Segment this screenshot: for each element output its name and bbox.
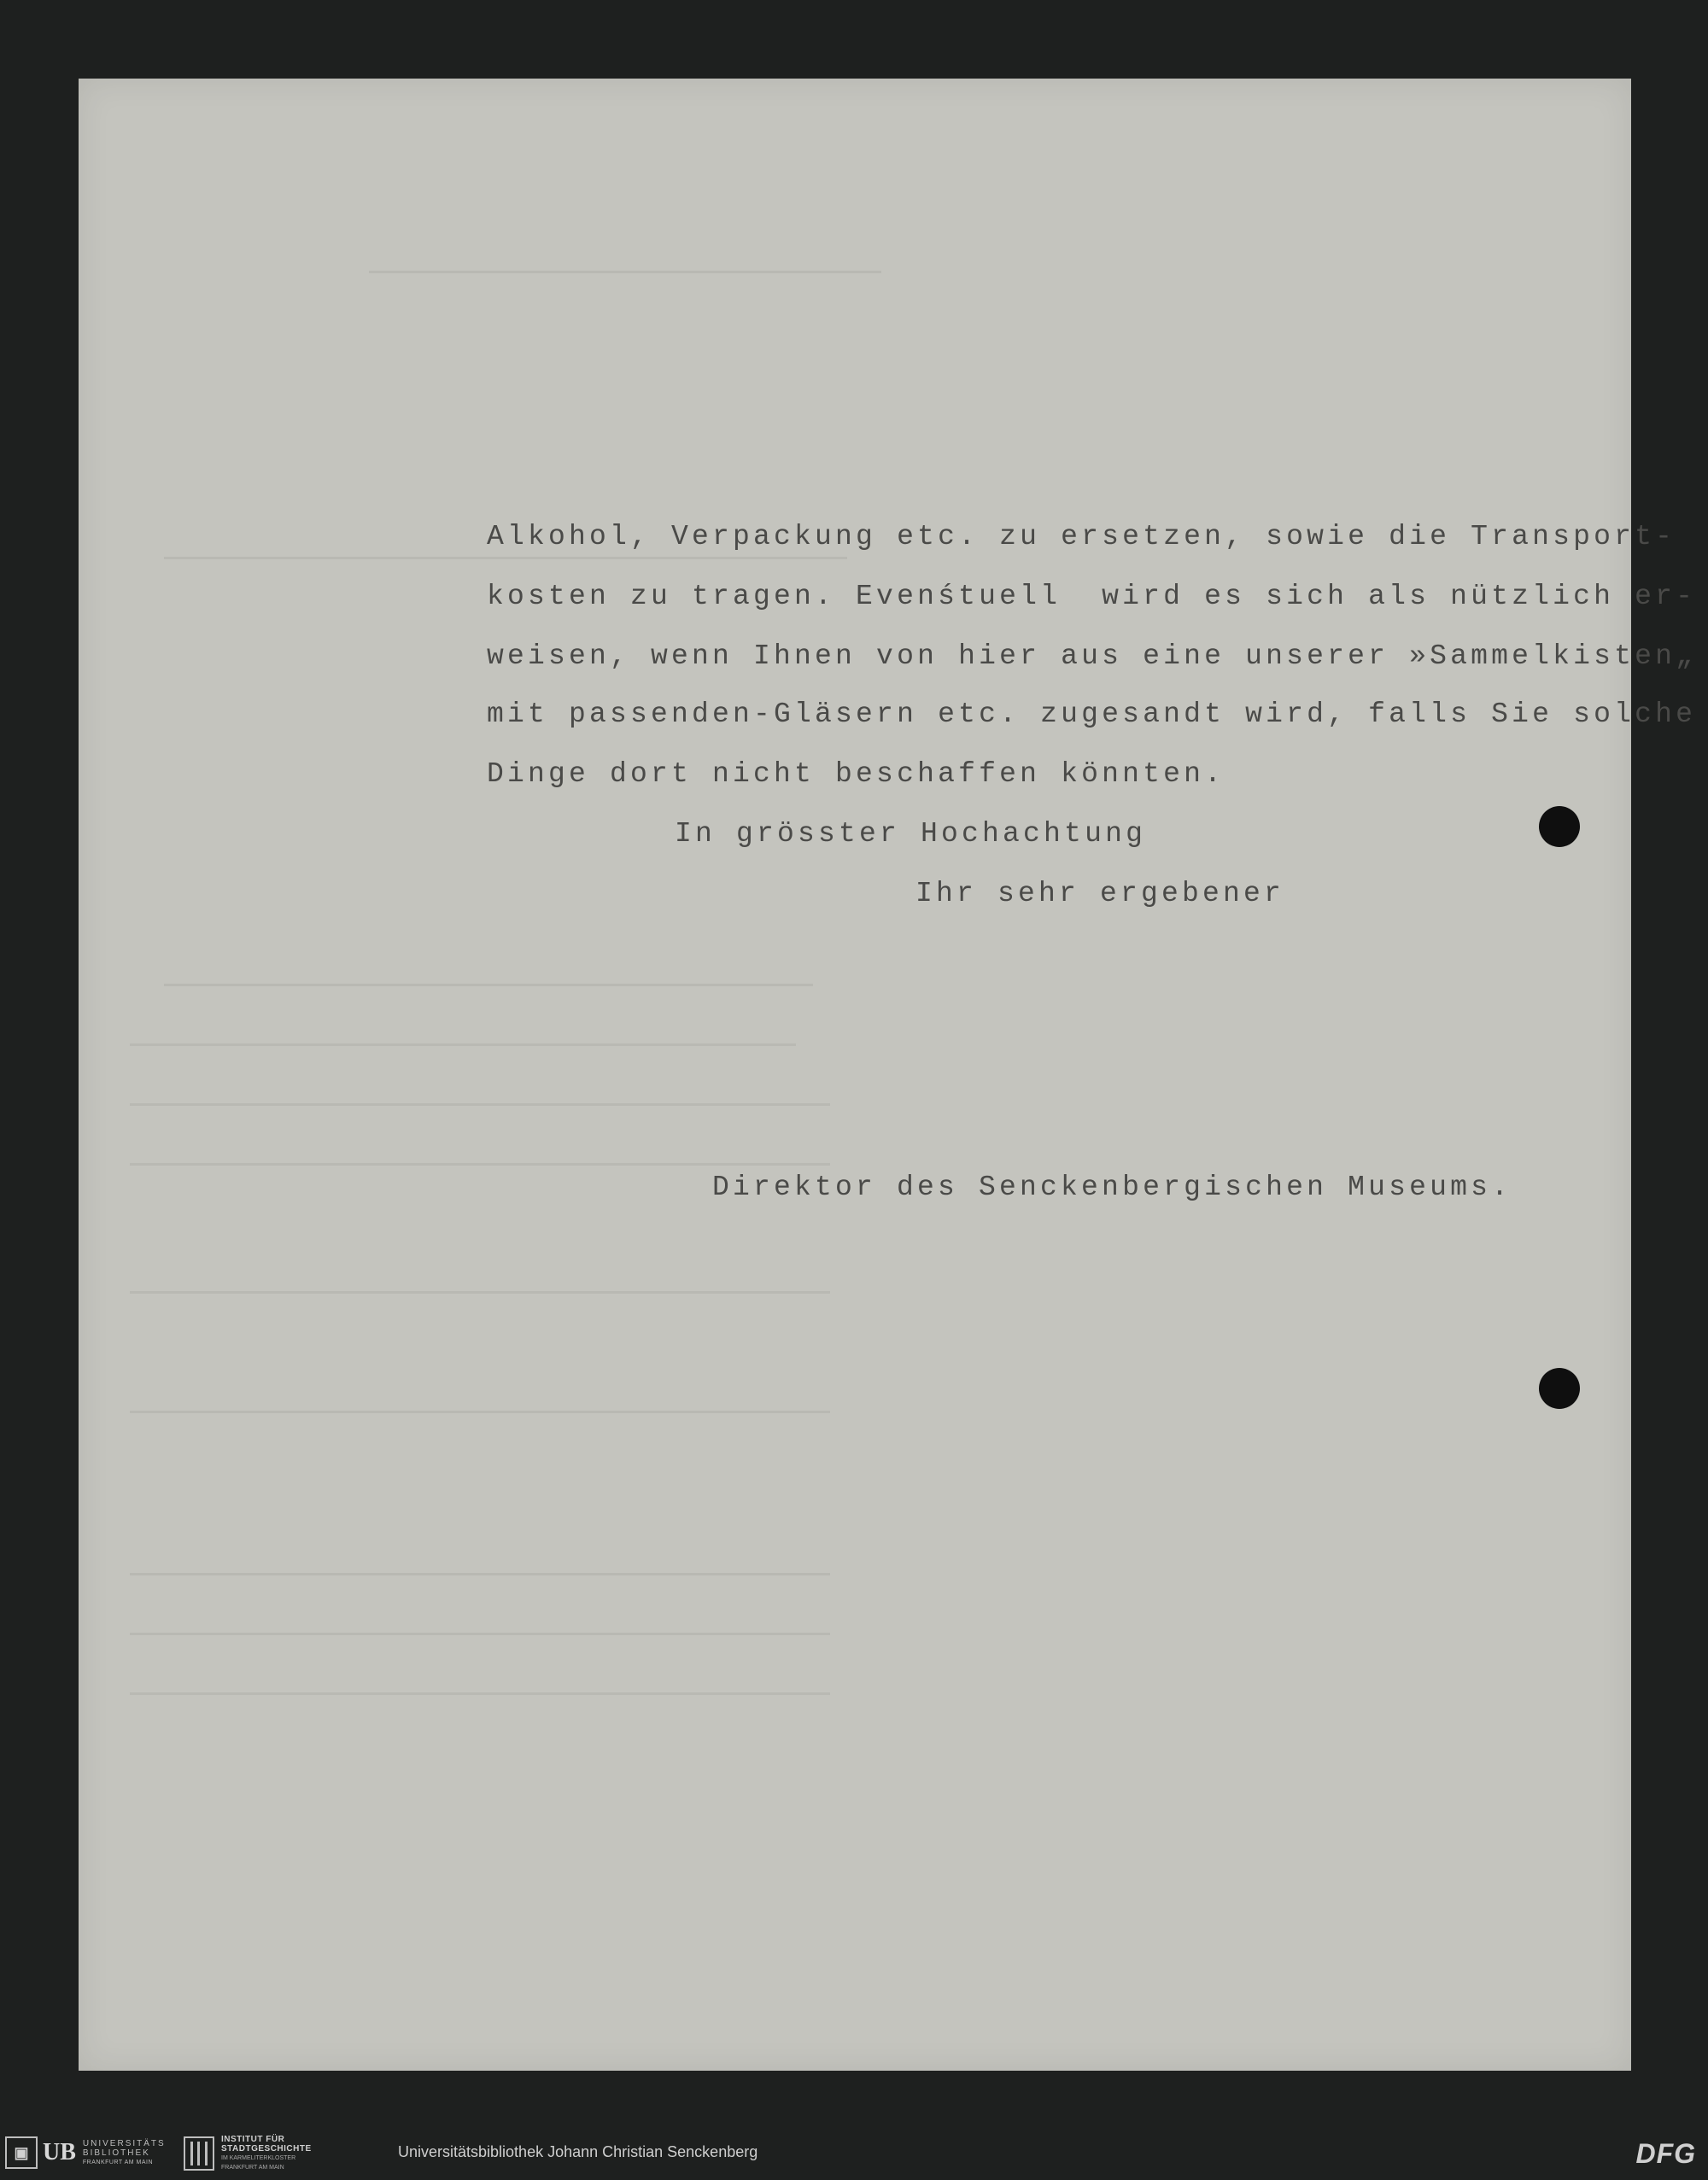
- letter-line-1: Alkohol, Verpackung etc. zu ersetzen, sowie die Transport-: [487, 521, 1676, 552]
- letter-line-5: Dinge dort nicht beschaffen könnten.: [487, 758, 1225, 790]
- isg-line-2: STADTGESCHICHTE: [221, 2144, 312, 2154]
- dfg-logo: DFG: [1635, 2138, 1696, 2169]
- library-name: Universitätsbibliothek Johann Christian Senckenberg: [398, 2143, 758, 2160]
- show-through-line: [130, 1103, 830, 1106]
- show-through-line: [130, 1692, 830, 1695]
- ub-logo: [5, 2136, 166, 2169]
- show-through-line: [130, 1043, 796, 1046]
- show-through-line: [164, 557, 847, 559]
- show-through-line: [130, 1633, 830, 1635]
- letter-line-3: weisen, wenn Ihnen von hier aus eine unserer »Sammelkisten„: [487, 640, 1697, 672]
- signature-title: Direktor des Senckenbergischen Museums.: [712, 1172, 1512, 1203]
- closing: In grösster Hochachtung: [675, 818, 1147, 850]
- isg-line-1: INSTITUT FÜR: [221, 2135, 285, 2144]
- ub-emblem-icon: ▣: [5, 2136, 38, 2169]
- show-through-line: [130, 1573, 830, 1575]
- ub-line-2: BIBLIOTHEK: [82, 2148, 150, 2158]
- ub-logo-caption: [83, 2139, 166, 2167]
- show-through-line: [164, 984, 813, 986]
- show-through-line: [369, 271, 881, 273]
- document-page: [79, 79, 1697, 2071]
- isg-emblem-icon: [184, 2136, 214, 2171]
- isg-line-4: FRANKFURT AM MAIN: [221, 2165, 284, 2171]
- show-through-line: [130, 1163, 830, 1166]
- punch-hole-bottom: [1539, 1368, 1580, 1409]
- letter-line-2: kosten zu tragen. Evenśtuell wird es sich als nützlich er-: [487, 581, 1697, 612]
- punch-hole-top: [1539, 806, 1580, 847]
- isg-logo-caption: [221, 2135, 312, 2172]
- ub-line-3: FRANKFURT AM MAIN: [82, 2159, 154, 2165]
- isg-line-3: IM KARMELITERKLOSTER: [221, 2155, 296, 2161]
- ub-line-1: UNIVERSITÄTS: [82, 2138, 166, 2148]
- show-through-line: [130, 1291, 830, 1294]
- isg-logo: [184, 2135, 312, 2172]
- letter-line-4: mit passenden-Gläsern etc. zugesandt wird, falls Sie solche: [487, 698, 1697, 730]
- footer-bar: [0, 2126, 1708, 2180]
- closing-signoff: Ihr sehr ergebener: [915, 878, 1285, 909]
- ub-logo-text: UB: [43, 2139, 76, 2165]
- show-through-line: [130, 1411, 830, 1413]
